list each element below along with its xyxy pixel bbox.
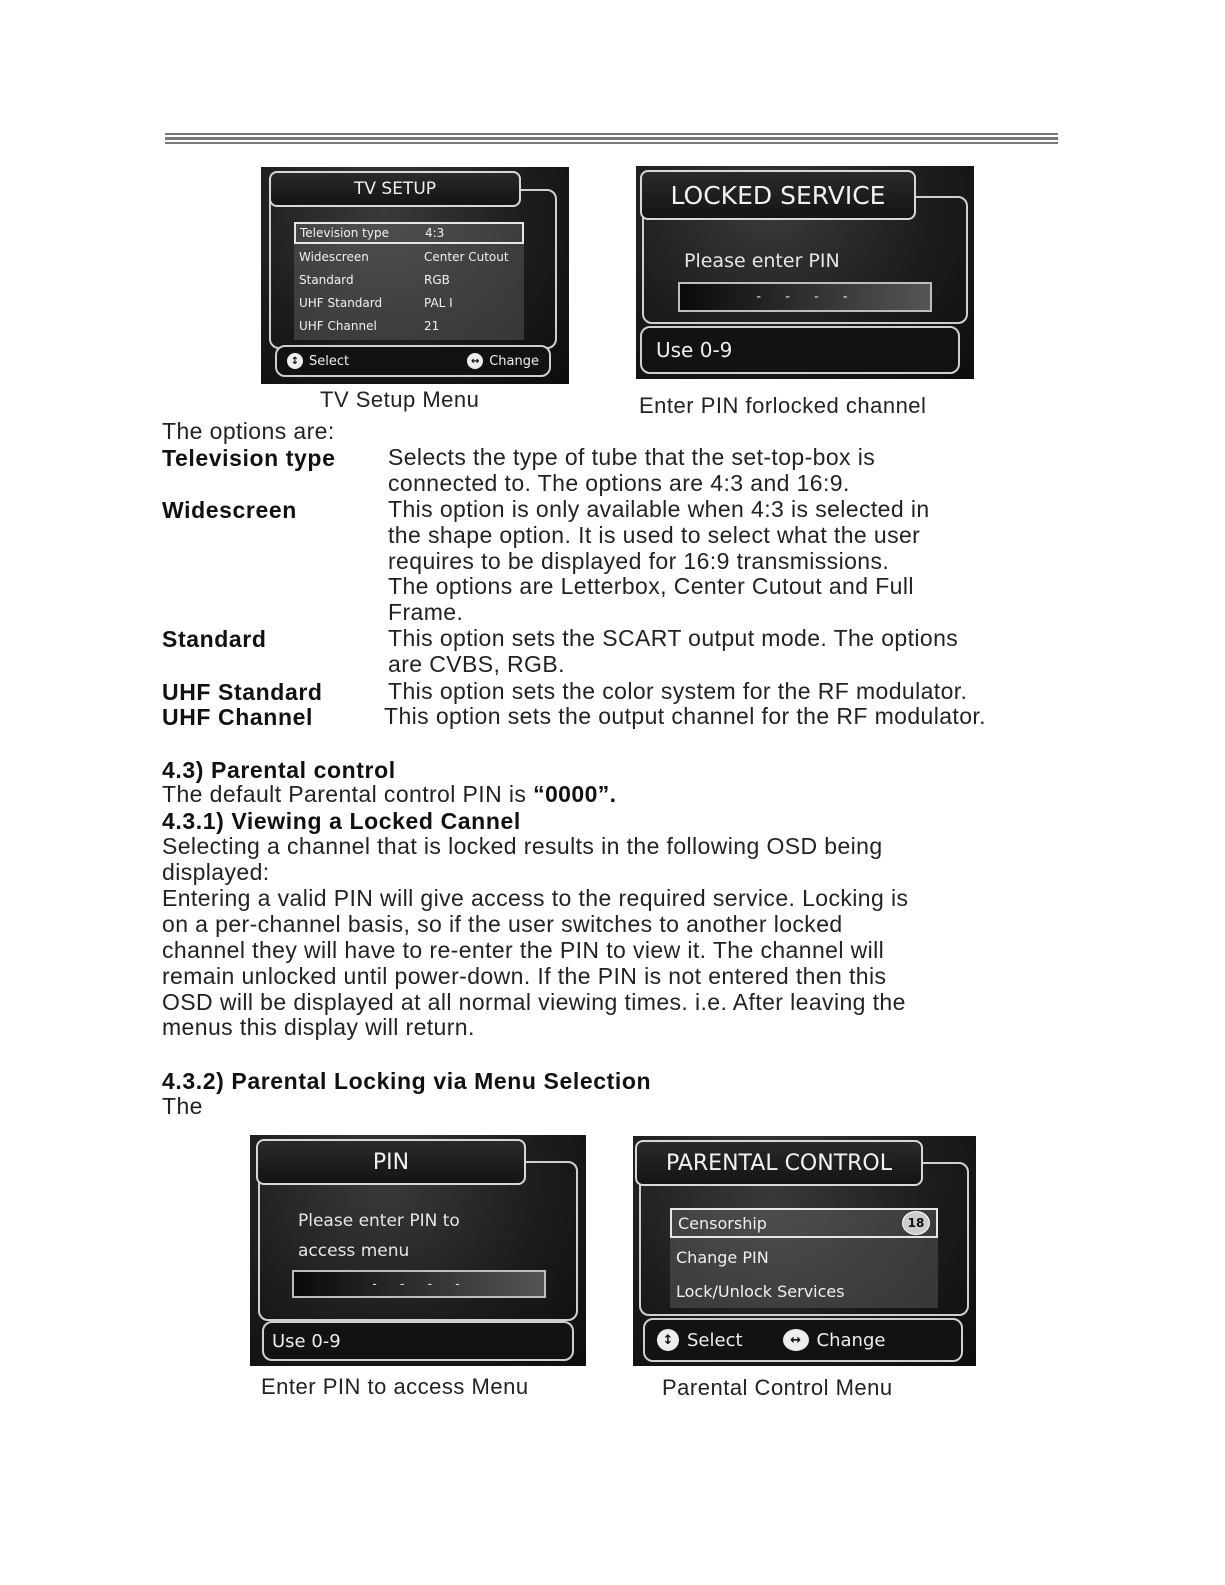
up-down-arrows-icon: ↕ <box>657 1329 679 1351</box>
parental-control-footer <box>643 1318 963 1362</box>
option-term: UHF Channel <box>162 704 313 730</box>
paragraph-line: OSD will be displayed at all normal viewing times. i.e. After leaving the <box>162 989 906 1015</box>
input-hint: Use 0-9 <box>656 338 733 362</box>
parental-menu-item[interactable] <box>670 1278 938 1304</box>
header-rule <box>165 133 1058 144</box>
row-value: RGB <box>424 273 450 287</box>
tv-setup-caption: TV Setup Menu <box>320 387 480 412</box>
up-down-arrows-icon: ↕ <box>287 353 303 369</box>
pin-prompt-line: access menu <box>298 1241 410 1261</box>
option-desc-line: Frame. <box>388 599 464 625</box>
select-hint: Select <box>309 353 350 369</box>
tv-setup-row[interactable] <box>294 293 524 313</box>
item-label: Censorship <box>678 1213 767 1233</box>
option-term: UHF Standard <box>162 679 323 705</box>
tv-setup-row[interactable] <box>294 270 524 290</box>
row-value: 4:3 <box>425 226 445 240</box>
tv-setup-title-text: TV SETUP <box>353 179 437 199</box>
option-desc-line: This option is only available when 4:3 is selected in <box>388 496 930 522</box>
input-hint: Use 0-9 <box>272 1330 341 1352</box>
paragraph-line: displayed: <box>162 859 270 885</box>
tv-setup-screen <box>261 167 569 384</box>
row-value: 21 <box>424 319 440 333</box>
paragraph-line: menus this display will return. <box>162 1014 475 1040</box>
section-heading: 4.3) Parental control <box>162 757 396 783</box>
parental-control-title-text: PARENTAL CONTROL <box>665 1150 892 1176</box>
pin-prompt-line: Please enter PIN to <box>298 1211 460 1231</box>
option-desc-line: The options are Letterbox, Center Cutout and Full <box>388 573 914 599</box>
locked-service-title-text: LOCKED SERVICE <box>670 180 886 210</box>
pin-menu-caption: Enter PIN to access Menu <box>261 1374 529 1399</box>
tv-setup-row[interactable] <box>294 222 524 244</box>
item-label: Change PIN <box>676 1247 769 1267</box>
left-right-arrows-icon: ↔ <box>467 353 483 369</box>
left-right-arrows-icon: ↔ <box>783 1329 809 1351</box>
parental-control-title <box>635 1140 923 1186</box>
pin-mask: - - - - <box>754 289 856 305</box>
tv-setup-row[interactable] <box>294 247 524 267</box>
row-value: PAL I <box>424 296 453 310</box>
tv-setup-footer <box>275 345 551 377</box>
pin-menu-title <box>256 1139 526 1185</box>
pin-prompt: Please enter PIN <box>684 250 840 272</box>
paragraph-line: on a per-channel basis, so if the user switches to another locked <box>162 911 843 937</box>
age-rating-badge <box>902 1211 930 1235</box>
paragraph-line: Entering a valid PIN will give access to the required service. Locking is <box>162 885 909 911</box>
default-pin-text: The default Parental control PIN is <box>162 781 534 807</box>
row-label: Television type <box>300 226 389 240</box>
option-desc-line: the shape option. It is used to select what the user <box>388 522 921 548</box>
locked-service-screen <box>636 166 974 379</box>
row-label: UHF Channel <box>299 319 377 333</box>
change-hint: Change <box>816 1329 886 1351</box>
paragraph-line: remain unlocked until power-down. If the PIN is not entered then this <box>162 963 887 989</box>
row-label: Standard <box>299 273 354 287</box>
tv-setup-row[interactable] <box>294 316 524 336</box>
pin-input-field[interactable] <box>678 282 932 312</box>
parental-control-list <box>670 1208 938 1308</box>
item-label: Lock/Unlock Services <box>676 1281 845 1301</box>
pin-menu-footer <box>262 1321 574 1361</box>
option-desc-line: This option sets the SCART output mode. The options <box>388 625 959 651</box>
option-desc-line: Selects the type of tube that the set-top-box is <box>388 444 876 470</box>
section-heading: 4.3.2) Parental Locking via Menu Selection <box>162 1068 652 1094</box>
tv-setup-title <box>269 171 521 207</box>
locked-service-footer <box>640 326 960 374</box>
option-term: Standard <box>162 626 267 652</box>
pin-input-field[interactable] <box>292 1270 546 1298</box>
paragraph-line: channel they will have to re-enter the PIN to view it. The channel will <box>162 937 885 963</box>
rating-value: 18 <box>907 1216 925 1230</box>
parental-control-caption: Parental Control Menu <box>662 1375 893 1400</box>
option-desc-line: This option sets the output channel for the RF modulator. <box>384 703 986 729</box>
parental-control-screen <box>633 1136 976 1366</box>
tv-setup-list <box>294 222 524 340</box>
options-intro: The options are: <box>162 418 335 444</box>
row-label: UHF Standard <box>299 296 383 310</box>
option-desc-line: requires to be displayed for 16:9 transmissions. <box>388 548 890 574</box>
option-desc-line: This option sets the color system for the RF modulator. <box>388 678 968 704</box>
section-heading: 4.3.1) Viewing a Locked Cannel <box>162 808 521 834</box>
paragraph-line: The <box>162 1093 203 1119</box>
locked-service-caption: Enter PIN forlocked channel <box>639 393 927 418</box>
row-label: Widescreen <box>299 250 369 264</box>
parental-menu-item[interactable] <box>670 1208 938 1238</box>
change-hint: Change <box>489 353 539 369</box>
parental-menu-item[interactable] <box>670 1244 938 1270</box>
option-desc-line: connected to. The options are 4:3 and 16:9. <box>388 470 850 496</box>
select-hint: Select <box>687 1329 743 1351</box>
locked-service-title <box>640 170 916 220</box>
option-term: Widescreen <box>162 497 297 523</box>
default-pin-line <box>162 782 616 808</box>
row-value: Center Cutout <box>424 250 509 264</box>
paragraph-line: Selecting a channel that is locked results in the following OSD being <box>162 833 883 859</box>
option-desc-line: are CVBS, RGB. <box>388 651 565 677</box>
option-term: Television type <box>162 445 336 471</box>
pin-mask: - - - - <box>370 1276 468 1292</box>
pin-menu-screen <box>250 1135 586 1366</box>
pin-menu-title-text: PIN <box>372 1149 410 1175</box>
default-pin-value: “0000”. <box>533 781 617 807</box>
